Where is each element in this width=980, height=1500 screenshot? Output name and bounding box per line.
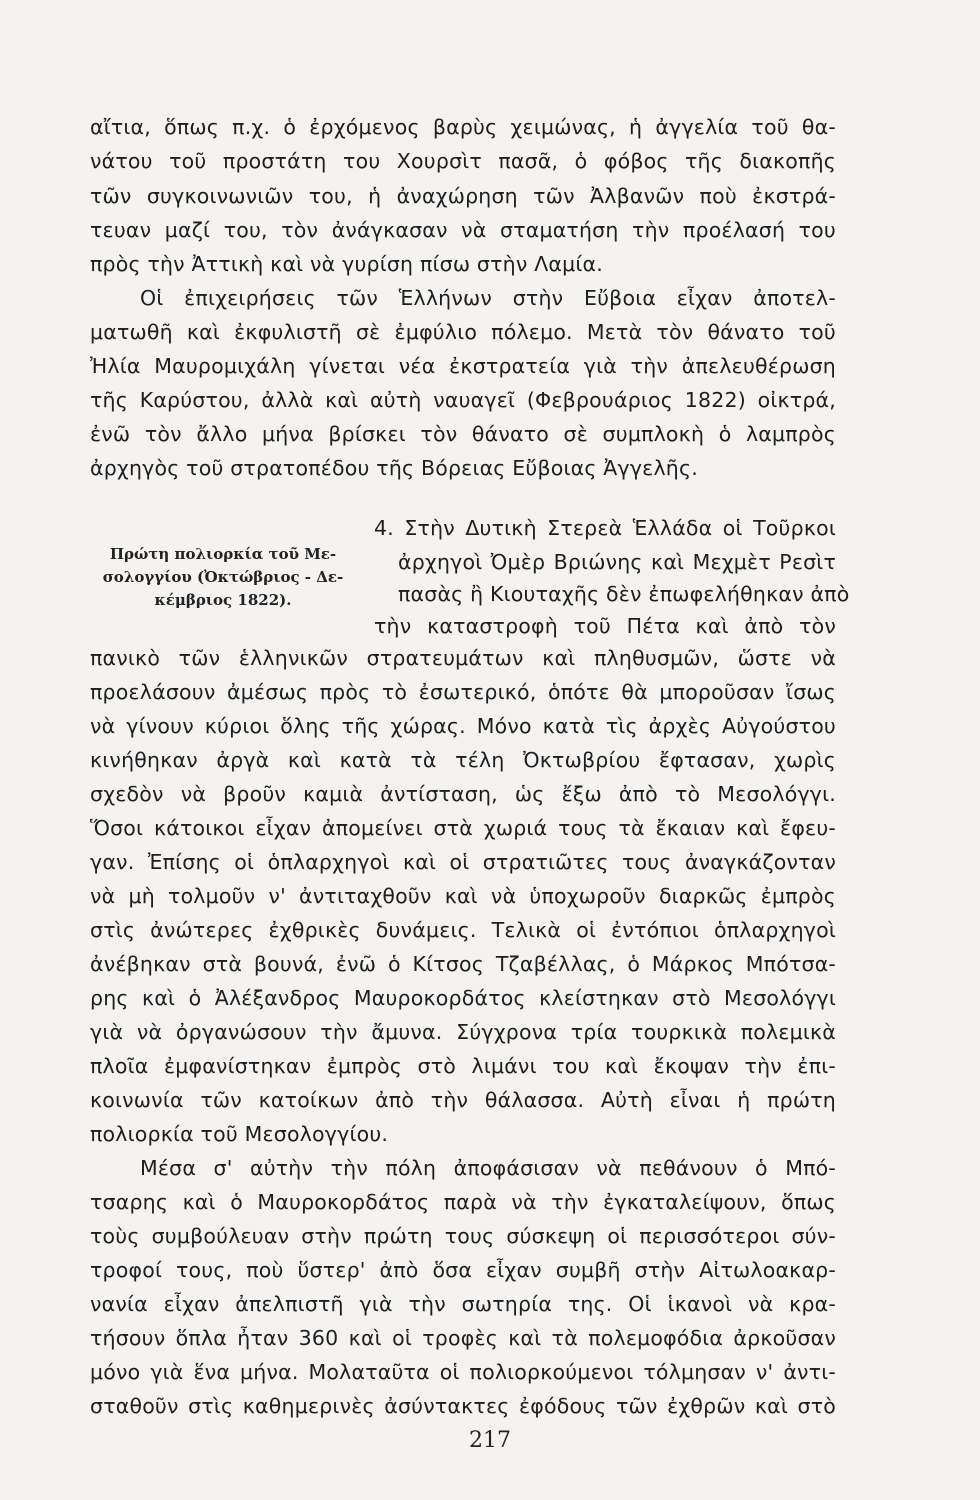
text-line: Ἠλία Μαυρομιχάλη γίνεται νέα ἐκστρατεία γιὰ τὴν ἀπελευθέρωση: [90, 354, 836, 378]
margin-note: [88, 543, 358, 612]
text-line: τήσουν ὅπλα ἦταν 360 καὶ οἱ τροφὲς καὶ τὰ πολεμοφόδια ἀρκοῦσαν: [90, 1326, 836, 1350]
text-line: τροφοί τους, ποὺ ὕστερ' ἀπὸ ὅσα εἶχαν συμβῆ στὴν Αἰτωλοακαρ-: [90, 1258, 836, 1282]
text-line: νάτου τοῦ προστάτη του Χουρσὶτ πασᾶ, ὁ φόβος τῆς διακοπῆς: [90, 149, 836, 173]
text-line: προελάσουν ἀμέσως πρὸς τὸ ἐσωτερικό, ὁπότε θὰ μποροῦσαν ἴσως: [90, 680, 836, 704]
text-line: πρὸς τὴν Ἀττικὴ καὶ νὰ γυρίση πίσω στὴν Λαμία.: [90, 252, 603, 276]
text-line: τῆς Καρύστου, ἀλλὰ καὶ αὐτὴ ναυαγεῖ (Φεβρουάριος 1822) οἰκτρά,: [90, 388, 836, 412]
text-line: πολιορκία τοῦ Μεσολογγίου.: [90, 1122, 389, 1146]
text-line: τὴν καταστροφὴ τοῦ Πέτα καὶ ἀπὸ τὸν: [374, 614, 836, 638]
text-line: κοινωνία τῶν κατοίκων ἀπὸ τὴν θάλασσα. Αὐτὴ εἶναι ἡ πρώτη: [90, 1088, 836, 1112]
text-line: ἀρχηγοὶ Ὀμὲρ Βριώνης καὶ Μεχμὲτ Ρεσὶτ: [398, 550, 836, 574]
text-line: πασὰς ἢ Κιουταχῆς δὲν ἐπωφελήθηκαν ἀπὸ: [398, 582, 850, 606]
text-line: στὶς ἀνώτερες ἐχθρικὲς δυνάμεις. Τελικὰ οἱ ἐντόπιοι ὁπλαρχηγοὶ: [90, 918, 836, 942]
page-number: 217: [469, 1428, 511, 1453]
text-line: τῶν συγκοινωνιῶν του, ἡ ἀναχώρηση τῶν Ἀλβανῶν ποὺ ἐκστρά-: [90, 184, 836, 208]
text-line: πανικὸ τῶν ἑλληνικῶν στρατευμάτων καὶ πληθυσμῶν, ὥστε νὰ: [90, 646, 836, 670]
text-line: Μέσα σ' αὐτὴν τὴν πόλη ἀποφάσισαν νὰ πεθάνουν ὁ Μπό-: [140, 1156, 836, 1180]
text-line: σχεδὸν νὰ βροῦν καμιὰ ἀντίσταση, ὡς ἔξω ἀπὸ τὸ Μεσολόγγι.: [90, 782, 836, 806]
text-line: σταθοῦν στὶς καθημερινὲς ἀσύντακτες ἐφόδους τῶν ἐχθρῶν καὶ στὸ: [90, 1394, 836, 1418]
text-line: τοὺς συμβούλευαν στὴν πρώτη τους σύσκεψη οἱ περισσότεροι σύν-: [90, 1224, 836, 1248]
section-heading-line: 4. Στὴν Δυτικὴ Στερεὰ Ἑλλάδα οἱ Τοῦρκοι: [374, 516, 836, 540]
text-line: νὰ γίνουν κύριοι ὅλης τῆς χώρας. Μόνο κατὰ τὶς ἀρχὲς Αὐγούστου: [90, 714, 836, 738]
margin-note-line: κέμβριος 1822).: [154, 591, 292, 609]
text-line: γαν. Ἐπίσης οἱ ὁπλαρχηγοὶ καὶ οἱ στρατιῶτες τους ἀναγκάζονταν: [90, 850, 836, 874]
text-line: Οἱ ἐπιχειρήσεις τῶν Ἑλλήνων στὴν Εὔβοια εἶχαν ἀποτελ-: [140, 286, 836, 310]
text-line: ματωθῆ καὶ ἐκφυλιστῆ σὲ ἐμφύλιο πόλεμο. Μετὰ τὸν θάνατο τοῦ: [90, 320, 836, 344]
text-line: ἀρχηγὸς τοῦ στρατοπέδου τῆς Βόρειας Εὔβοιας Ἀγγελῆς.: [90, 456, 698, 480]
text-line: Ὅσοι κάτοικοι εἶχαν ἀπομείνει στὰ χωριά τους τὰ ἔκαιαν καὶ ἔφευ-: [90, 816, 836, 840]
text-line: αἴτια, ὅπως π.χ. ὁ ἐρχόμενος βαρὺς χειμώνας, ἡ ἀγγελία τοῦ θα-: [90, 115, 836, 139]
text-line: τευαν μαζί του, τὸν ἀνάγκασαν νὰ σταματήση τὴν προέλασή του: [90, 218, 836, 242]
margin-note-line: σολογγίου (Ὀκτώβριος - Δε-: [102, 568, 344, 586]
text-line: μόνο γιὰ ἕνα μήνα. Μολαταῦτα οἱ πολιορκούμενοι τόλμησαν ν' ἀντι-: [90, 1360, 836, 1384]
text-line: πλοῖα ἐμφανίστηκαν ἐμπρὸς στὸ λιμάνι του καὶ ἔκοψαν τὴν ἐπι-: [90, 1054, 836, 1078]
text-line: ἀνέβηκαν στὰ βουνά, ἐνῶ ὁ Κίτσος Τζαβέλλας, ὁ Μάρκος Μπότσα-: [90, 952, 836, 976]
text-line: τσαρης καὶ ὁ Μαυροκορδάτος παρὰ νὰ τὴν ἐγκαταλείψουν, ὅπως: [90, 1190, 836, 1214]
text-line: ἐνῶ τὸν ἄλλο μήνα βρίσκει τὸν θάνατο σὲ συμπλοκὴ ὁ λαμπρὸς: [90, 422, 836, 446]
text-line: γιὰ νὰ ὀργανώσουν τὴν ἄμυνα. Σύγχρονα τρία τουρκικὰ πολεμικὰ: [90, 1020, 836, 1044]
margin-note-line: Πρώτη πολιορκία τοῦ Με-: [109, 545, 337, 563]
text-line: ρης καὶ ὁ Ἀλέξανδρος Μαυροκορδάτος κλείστηκαν στὸ Μεσολόγγι: [90, 986, 836, 1010]
text-line: νανία εἶχαν ἀπελπιστῆ γιὰ τὴν σωτηρία της. Οἱ ἱκανοὶ νὰ κρα-: [90, 1292, 836, 1316]
text-line: νὰ μὴ τολμοῦν ν' ἀντιταχθοῦν καὶ νὰ ὑποχωροῦν διαρκῶς ἐμπρὸς: [90, 884, 836, 908]
text-line: κινήθηκαν ἀργὰ καὶ κατὰ τὰ τέλη Ὀκτωβρίου ἔφτασαν, χωρὶς: [90, 748, 836, 772]
